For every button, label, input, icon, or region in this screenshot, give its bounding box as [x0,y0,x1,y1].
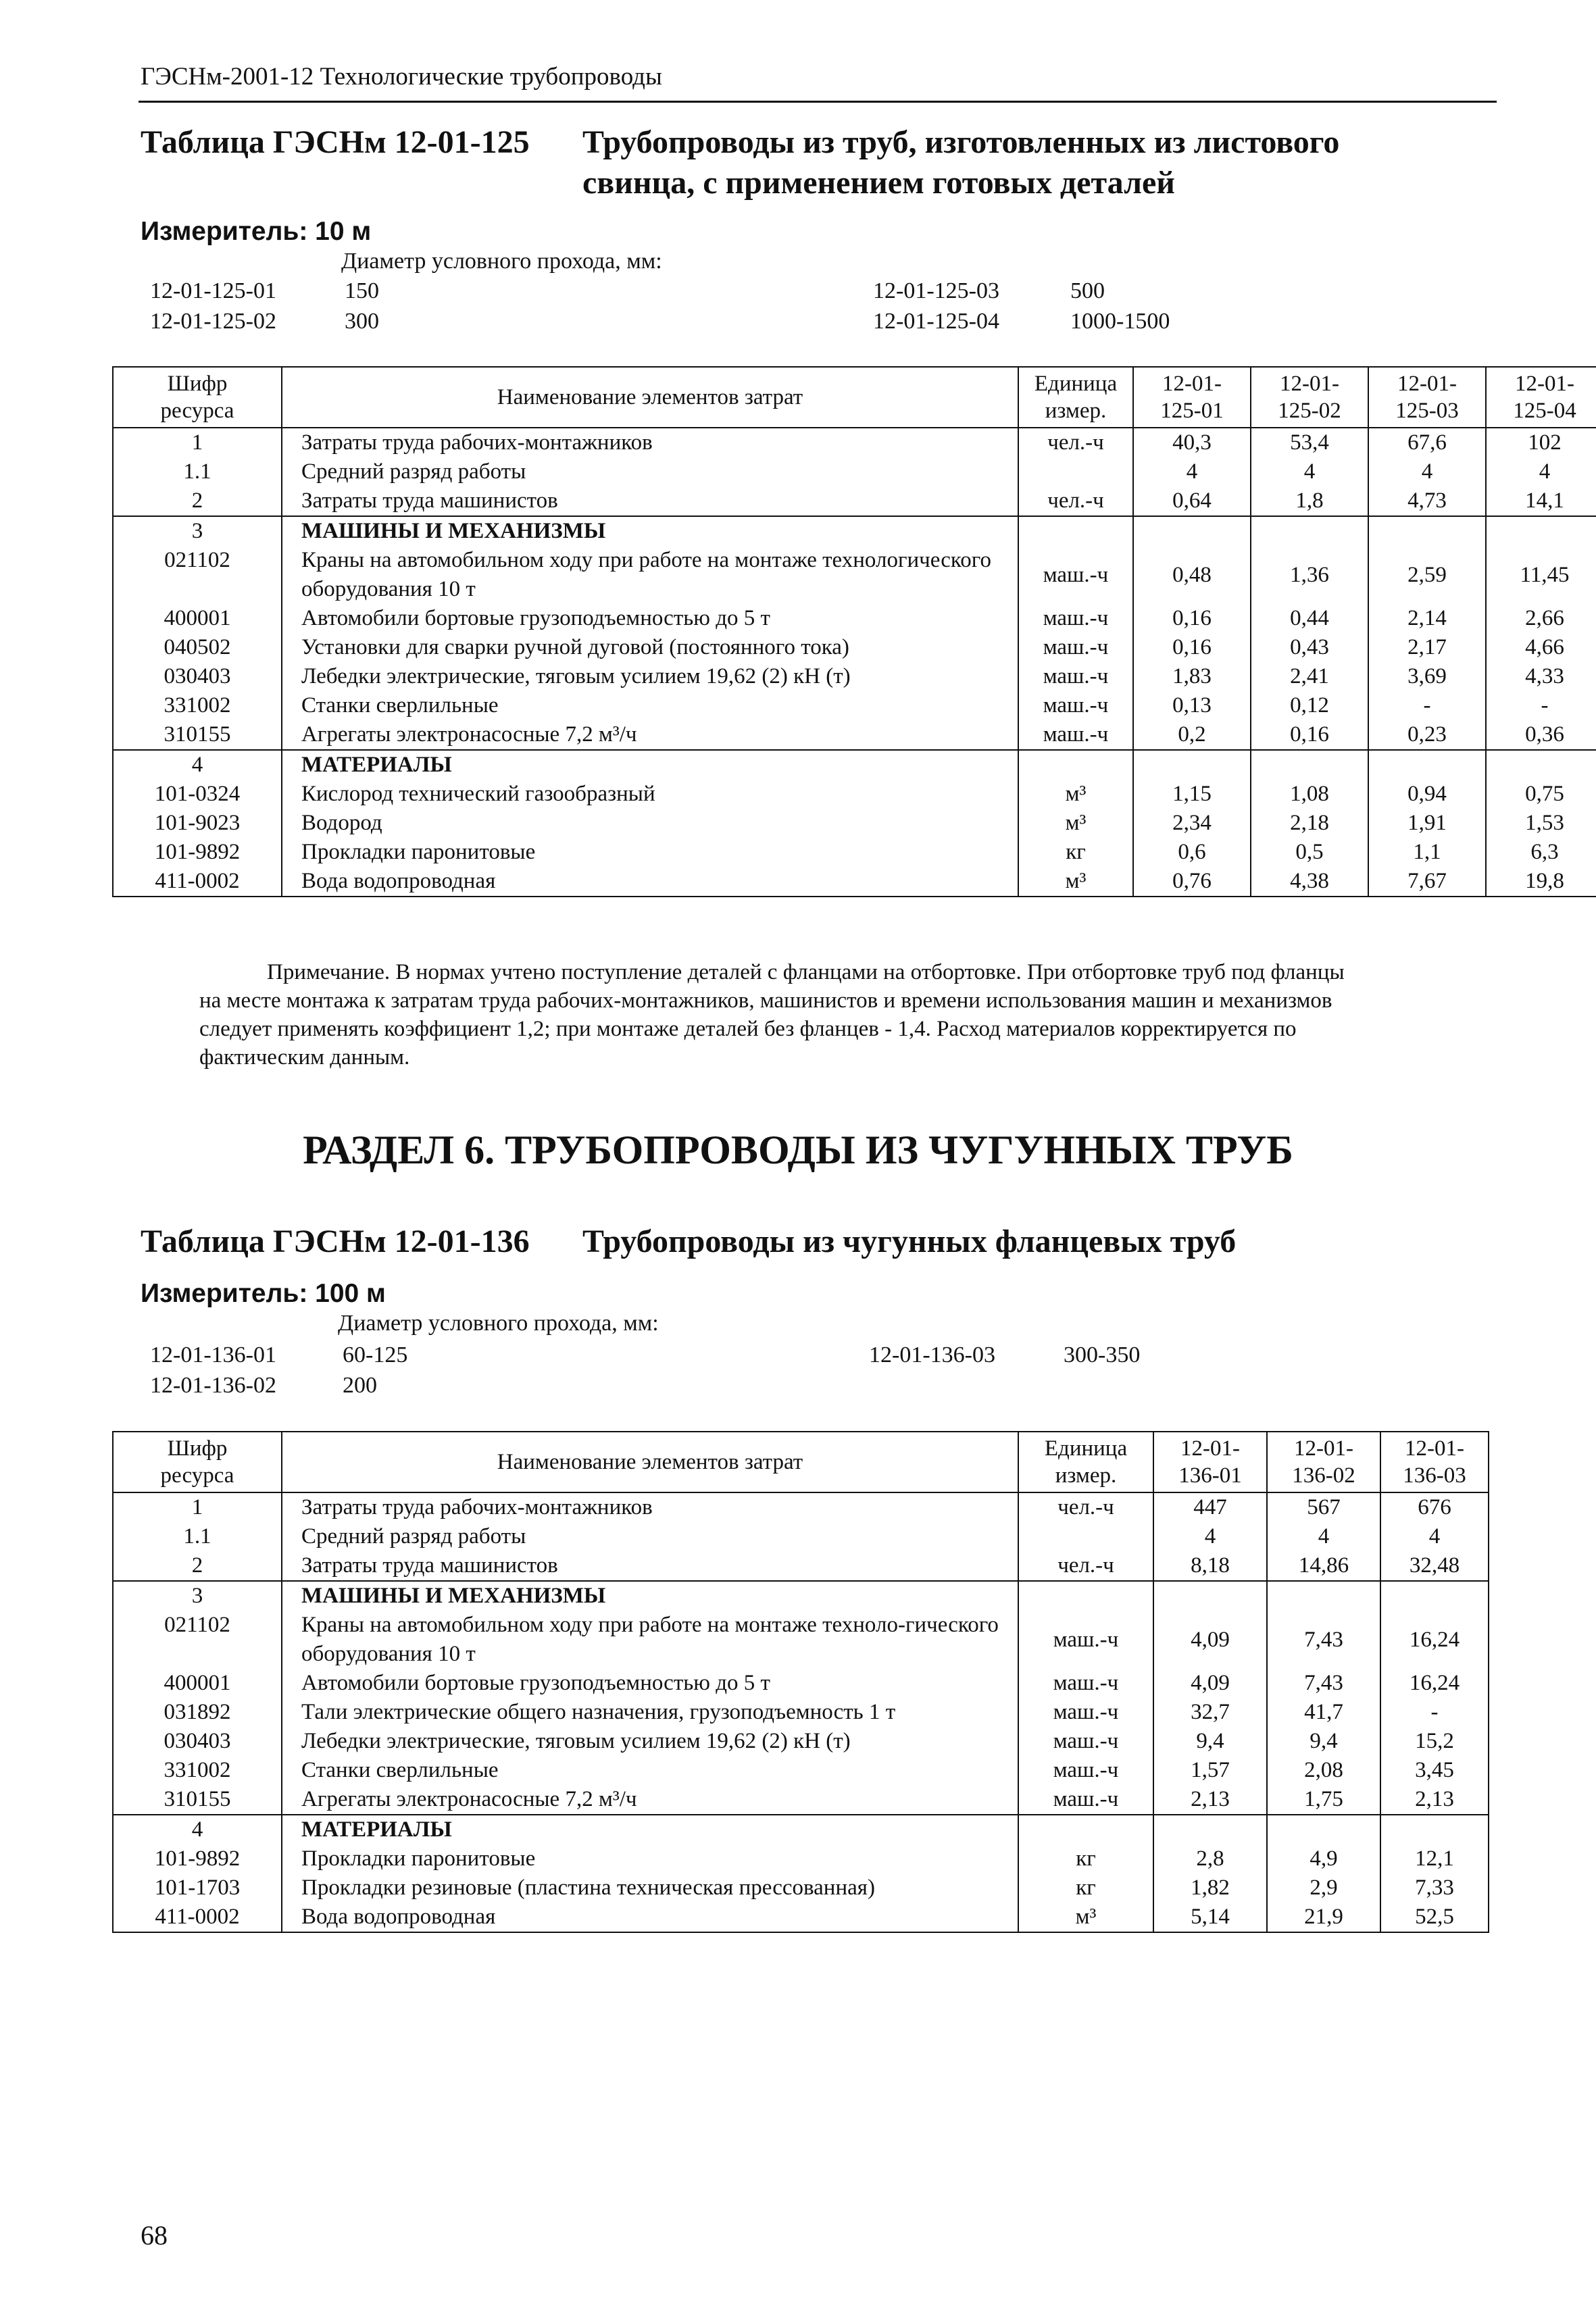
col-header-unit: Единица измер. [1018,1432,1153,1492]
unit-cell: м³ [1018,809,1133,838]
value-cell: 2,17 [1368,633,1486,662]
unit-cell: чел.-ч [1018,428,1133,457]
resource-code-cell: 1.1 [113,457,282,486]
value-cell: 32,48 [1380,1551,1489,1581]
resource-code-cell: 021102 [113,546,282,604]
col-header-125-02: 12-01- 125-02 [1251,367,1368,428]
value-cell: 14,1 [1486,486,1596,516]
cost-name-cell: МАТЕРИАЛЫ [282,750,1018,780]
value-cell: 7,43 [1267,1611,1380,1669]
unit-cell: маш.-ч [1018,1727,1153,1756]
value-cell: 7,43 [1267,1669,1380,1698]
value-cell [1380,1815,1489,1844]
code-125-04-value: 1000-1500 [1070,309,1170,334]
table-row [113,546,1596,604]
value-cell: 1,75 [1267,1785,1380,1815]
resource-code-cell: 101-0324 [113,780,282,809]
value-cell: 4,73 [1368,486,1486,516]
resource-code-cell: 031892 [113,1698,282,1727]
page-number: 68 [141,2220,168,2250]
unit-cell [1018,1815,1153,1844]
value-cell: 2,14 [1368,604,1486,633]
value-cell: 1,83 [1133,662,1251,691]
table-row [113,1844,1489,1873]
table-136-body [113,1492,1489,1932]
cost-name-cell: Вода водопроводная [282,1903,1018,1932]
value-cell: 0,94 [1368,780,1486,809]
value-cell: 6,3 [1486,838,1596,867]
table-row [113,1551,1489,1581]
unit-cell: кг [1018,1844,1153,1873]
value-cell: 0,48 [1133,546,1251,604]
value-cell: 0,16 [1133,633,1251,662]
value-cell: 9,4 [1153,1727,1267,1756]
table-row [113,750,1596,780]
table-row [113,457,1596,486]
value-cell: 7,67 [1368,867,1486,897]
value-cell [1267,1815,1380,1844]
value-cell: 0,36 [1486,720,1596,750]
value-cell: 2,59 [1368,546,1486,604]
col-header-136-03: 12-01- 136-03 [1380,1432,1489,1492]
unit-cell: маш.-ч [1018,1785,1153,1815]
running-header: ГЭСНм-2001-12 Технологические трубопроводы [141,63,662,91]
value-cell: 4 [1380,1522,1489,1551]
resource-code-cell: 101-9892 [113,1844,282,1873]
table-row [113,1873,1489,1903]
unit-cell: маш.-ч [1018,546,1133,604]
table-row [113,720,1596,750]
cost-name-cell: МАШИНЫ И МЕХАНИЗМЫ [282,516,1018,546]
value-cell: 2,13 [1380,1785,1489,1815]
value-cell: 567 [1267,1492,1380,1522]
section-title: РАЗДЕЛ 6. ТРУБОПРОВОДЫ ИЗ ЧУГУННЫХ ТРУБ [303,1128,1293,1172]
value-cell: - [1368,691,1486,720]
cost-name-cell: Агрегаты электронасосные 7,2 м³/ч [282,720,1018,750]
value-cell: 4 [1251,457,1368,486]
table-row [113,1756,1489,1785]
table-136 [112,1431,1489,1933]
value-cell: 4,9 [1267,1844,1380,1873]
code-136-02: 12-01-136-02 [150,1373,276,1398]
table-row [113,1903,1489,1932]
unit-cell [1018,1522,1153,1551]
col-header-name: Наименование элементов затрат [282,367,1018,428]
unit-cell [1018,750,1133,780]
value-cell: 1,08 [1251,780,1368,809]
note-line: на месте монтажа к затратам труда рабочих-монтажников, машинистов и времени использования машин и механизмов [199,988,1332,1013]
cost-name-cell: Краны на автомобильном ходу при работе на монтаже техноло-гического оборудования 10 т [282,1611,1018,1669]
value-cell: 4,09 [1153,1611,1267,1669]
cost-name-cell: Лебедки электрические, тяговым усилием 19,62 (2) кН (т) [282,662,1018,691]
table-125-diameter-label: Диаметр условного прохода, мм: [341,249,662,274]
table-row [113,809,1596,838]
value-cell: 2,18 [1251,809,1368,838]
value-cell: 0,6 [1133,838,1251,867]
unit-cell: маш.-ч [1018,1756,1153,1785]
table-row [113,1669,1489,1698]
resource-code-cell: 310155 [113,1785,282,1815]
code-136-01: 12-01-136-01 [150,1342,276,1367]
value-cell: 4,09 [1153,1669,1267,1698]
code-125-04: 12-01-125-04 [873,309,999,334]
value-cell: - [1486,691,1596,720]
code-125-01: 12-01-125-01 [150,278,276,303]
value-cell: 0,12 [1251,691,1368,720]
value-cell: 7,33 [1380,1873,1489,1903]
table-row [113,1522,1489,1551]
col-header-136-01: 12-01- 136-01 [1153,1432,1267,1492]
cost-name-cell: Вода водопроводная [282,867,1018,897]
value-cell [1380,1581,1489,1611]
value-cell: 0,16 [1251,720,1368,750]
resource-code-cell: 101-9023 [113,809,282,838]
value-cell: 15,2 [1380,1727,1489,1756]
value-cell [1267,1581,1380,1611]
unit-cell: маш.-ч [1018,1611,1153,1669]
code-136-02-value: 200 [343,1373,377,1398]
value-cell [1251,516,1368,546]
unit-cell: м³ [1018,867,1133,897]
cost-name-cell: Лебедки электрические, тяговым усилием 19,62 (2) кН (т) [282,1727,1018,1756]
table-row [113,1727,1489,1756]
resource-code-cell: 1.1 [113,1522,282,1551]
code-125-03: 12-01-125-03 [873,278,999,303]
col-header-resource: Шифр ресурса [113,1432,282,1492]
resource-code-cell: 4 [113,1815,282,1844]
cost-name-cell: Затраты труда машинистов [282,1551,1018,1581]
value-cell: 676 [1380,1492,1489,1522]
value-cell: 1,36 [1251,546,1368,604]
value-cell: 447 [1153,1492,1267,1522]
resource-code-cell: 030403 [113,1727,282,1756]
table-136-diameter-label: Диаметр условного прохода, мм: [338,1311,659,1336]
value-cell: 2,13 [1153,1785,1267,1815]
value-cell: 1,91 [1368,809,1486,838]
table-136-measure: Измеритель: 100 м [141,1279,386,1308]
table-row [113,780,1596,809]
col-header-125-01: 12-01- 125-01 [1133,367,1251,428]
unit-cell: маш.-ч [1018,662,1133,691]
cost-name-cell: Средний разряд работы [282,1522,1018,1551]
table-row [113,662,1596,691]
value-cell: 0,2 [1133,720,1251,750]
value-cell: 67,6 [1368,428,1486,457]
unit-cell: м³ [1018,1903,1153,1932]
unit-cell: кг [1018,1873,1153,1903]
resource-code-cell: 030403 [113,662,282,691]
unit-cell [1018,1581,1153,1611]
resource-code-cell: 411-0002 [113,1903,282,1932]
header-rule [139,101,1497,103]
value-cell: 1,53 [1486,809,1596,838]
value-cell [1368,750,1486,780]
value-cell [1486,750,1596,780]
table-125 [112,366,1596,897]
value-cell: 16,24 [1380,1611,1489,1669]
unit-cell: маш.-ч [1018,691,1133,720]
value-cell: 2,66 [1486,604,1596,633]
cost-name-cell: Автомобили бортовые грузоподъемностью до 5 т [282,1669,1018,1698]
unit-cell: м³ [1018,780,1133,809]
value-cell: 14,86 [1267,1551,1380,1581]
unit-cell: маш.-ч [1018,604,1133,633]
value-cell: 40,3 [1133,428,1251,457]
table-row [113,1611,1489,1669]
value-cell: 4 [1133,457,1251,486]
value-cell: 5,14 [1153,1903,1267,1932]
value-cell: 4 [1267,1522,1380,1551]
col-header-unit: Единица измер. [1018,367,1133,428]
value-cell: 4 [1486,457,1596,486]
resource-code-cell: 1 [113,1492,282,1522]
unit-cell: маш.-ч [1018,1669,1153,1698]
cost-name-cell: Станки сверлильные [282,691,1018,720]
value-cell: 16,24 [1380,1669,1489,1698]
cost-name-cell: Тали электрические общего назначения, грузоподъемность 1 т [282,1698,1018,1727]
cost-name-cell: Краны на автомобильном ходу при работе на монтаже технологического оборудования 10 т [282,546,1018,604]
table-row [113,486,1596,516]
value-cell: 0,23 [1368,720,1486,750]
table-125-measure: Измеритель: 10 м [141,217,372,246]
value-cell: - [1380,1698,1489,1727]
resource-code-cell: 2 [113,486,282,516]
value-cell: 0,44 [1251,604,1368,633]
code-125-01-value: 150 [345,278,379,303]
unit-cell: маш.-ч [1018,1698,1153,1727]
value-cell: 21,9 [1267,1903,1380,1932]
cost-name-cell: Кислород технический газообразный [282,780,1018,809]
code-125-02-value: 300 [345,309,379,334]
value-cell [1486,516,1596,546]
cost-name-cell: МАТЕРИАЛЫ [282,1815,1018,1844]
col-header-136-02: 12-01- 136-02 [1267,1432,1380,1492]
value-cell: 1,15 [1133,780,1251,809]
code-125-02: 12-01-125-02 [150,309,276,334]
value-cell: 19,8 [1486,867,1596,897]
value-cell: 3,69 [1368,662,1486,691]
value-cell [1133,516,1251,546]
table-125-caption: Таблица ГЭСНм 12-01-125 [141,124,530,160]
value-cell: 53,4 [1251,428,1368,457]
table-125-note [199,958,1503,1072]
value-cell: 0,76 [1133,867,1251,897]
resource-code-cell: 3 [113,1581,282,1611]
cost-name-cell: Автомобили бортовые грузоподъемностью до 5 т [282,604,1018,633]
value-cell [1251,750,1368,780]
resource-code-cell: 040502 [113,633,282,662]
value-cell: 4 [1153,1522,1267,1551]
table-row [113,1492,1489,1522]
value-cell: 2,34 [1133,809,1251,838]
table-row [113,838,1596,867]
value-cell: 8,18 [1153,1551,1267,1581]
table-row [113,428,1596,457]
code-136-01-value: 60-125 [343,1342,408,1367]
cost-name-cell: Затраты труда машинистов [282,486,1018,516]
code-136-03: 12-01-136-03 [869,1342,995,1367]
cost-name-cell: Затраты труда рабочих-монтажников [282,1492,1018,1522]
table-125-body [113,428,1596,897]
value-cell: 2,41 [1251,662,1368,691]
table-136-title: Трубопроводы из чугунных фланцевых труб [582,1224,1237,1259]
value-cell: 4,38 [1251,867,1368,897]
unit-cell: кг [1018,838,1133,867]
resource-code-cell: 411-0002 [113,867,282,897]
value-cell: 2,9 [1267,1873,1380,1903]
resource-code-cell: 101-1703 [113,1873,282,1903]
unit-cell: чел.-ч [1018,1551,1153,1581]
note-line: фактическим данным. [199,1045,410,1070]
value-cell: 3,45 [1380,1756,1489,1785]
unit-cell: маш.-ч [1018,633,1133,662]
value-cell: 12,1 [1380,1844,1489,1873]
resource-code-cell: 331002 [113,1756,282,1785]
value-cell: 2,8 [1153,1844,1267,1873]
resource-code-cell: 400001 [113,1669,282,1698]
value-cell: 11,45 [1486,546,1596,604]
value-cell: 0,43 [1251,633,1368,662]
value-cell: 41,7 [1267,1698,1380,1727]
value-cell [1368,516,1486,546]
table-125-title-line1: Трубопроводы из труб, изготовленных из листового [582,124,1340,160]
value-cell: 0,75 [1486,780,1596,809]
resource-code-cell: 2 [113,1551,282,1581]
cost-name-cell: Прокладки паронитовые [282,1844,1018,1873]
resource-code-cell: 310155 [113,720,282,750]
table-136-caption: Таблица ГЭСНм 12-01-136 [141,1224,530,1259]
value-cell: 32,7 [1153,1698,1267,1727]
code-125-03-value: 500 [1070,278,1105,303]
value-cell: 9,4 [1267,1727,1380,1756]
col-header-125-03: 12-01- 125-03 [1368,367,1486,428]
cost-name-cell: Затраты труда рабочих-монтажников [282,428,1018,457]
cost-name-cell: Прокладки паронитовые [282,838,1018,867]
value-cell: 0,64 [1133,486,1251,516]
table-row [113,1785,1489,1815]
cost-name-cell: Водород [282,809,1018,838]
value-cell: 2,08 [1267,1756,1380,1785]
table-row [113,633,1596,662]
note-line: следует применять коэффициент 1,2; при монтаже деталей без фланцев - 1,4. Расход материалов корректируется по [199,1017,1297,1041]
value-cell: 1,1 [1368,838,1486,867]
value-cell: 0,16 [1133,604,1251,633]
resource-code-cell: 021102 [113,1611,282,1669]
table-row [113,516,1596,546]
value-cell: 102 [1486,428,1596,457]
resource-code-cell: 331002 [113,691,282,720]
cost-name-cell: Средний разряд работы [282,457,1018,486]
resource-code-cell: 3 [113,516,282,546]
resource-code-cell: 1 [113,428,282,457]
table-row [113,867,1596,897]
cost-name-cell: Прокладки резиновые (пластина техническая прессованная) [282,1873,1018,1903]
resource-code-cell: 400001 [113,604,282,633]
unit-cell: маш.-ч [1018,720,1133,750]
table-row [113,1815,1489,1844]
cost-name-cell: Станки сверлильные [282,1756,1018,1785]
value-cell: 52,5 [1380,1903,1489,1932]
value-cell [1153,1581,1267,1611]
value-cell: 1,8 [1251,486,1368,516]
table-125-title-line2: свинца, с применением готовых деталей [582,165,1175,201]
unit-cell: чел.-ч [1018,486,1133,516]
value-cell: 1,57 [1153,1756,1267,1785]
unit-cell [1018,516,1133,546]
col-header-resource: Шифр ресурса [113,367,282,428]
col-header-name: Наименование элементов затрат [282,1432,1018,1492]
value-cell: 0,5 [1251,838,1368,867]
note-line: Примечание. В нормах учтено поступление деталей с фланцами на отбортовке. При отбортовке труб под фланцы [267,960,1345,984]
cost-name-cell: Установки для сварки ручной дуговой (постоянного тока) [282,633,1018,662]
unit-cell: чел.-ч [1018,1492,1153,1522]
unit-cell [1018,457,1133,486]
resource-code-cell: 101-9892 [113,838,282,867]
table-row [113,1581,1489,1611]
value-cell: 4,33 [1486,662,1596,691]
value-cell [1133,750,1251,780]
cost-name-cell: Агрегаты электронасосные 7,2 м³/ч [282,1785,1018,1815]
table-row [113,604,1596,633]
value-cell: 4,66 [1486,633,1596,662]
table-row [113,1698,1489,1727]
code-136-03-value: 300-350 [1064,1342,1141,1367]
resource-code-cell: 4 [113,750,282,780]
value-cell: 1,82 [1153,1873,1267,1903]
value-cell [1153,1815,1267,1844]
value-cell: 0,13 [1133,691,1251,720]
table-row [113,691,1596,720]
value-cell: 4 [1368,457,1486,486]
cost-name-cell: МАШИНЫ И МЕХАНИЗМЫ [282,1581,1018,1611]
col-header-125-04: 12-01- 125-04 [1486,367,1596,428]
